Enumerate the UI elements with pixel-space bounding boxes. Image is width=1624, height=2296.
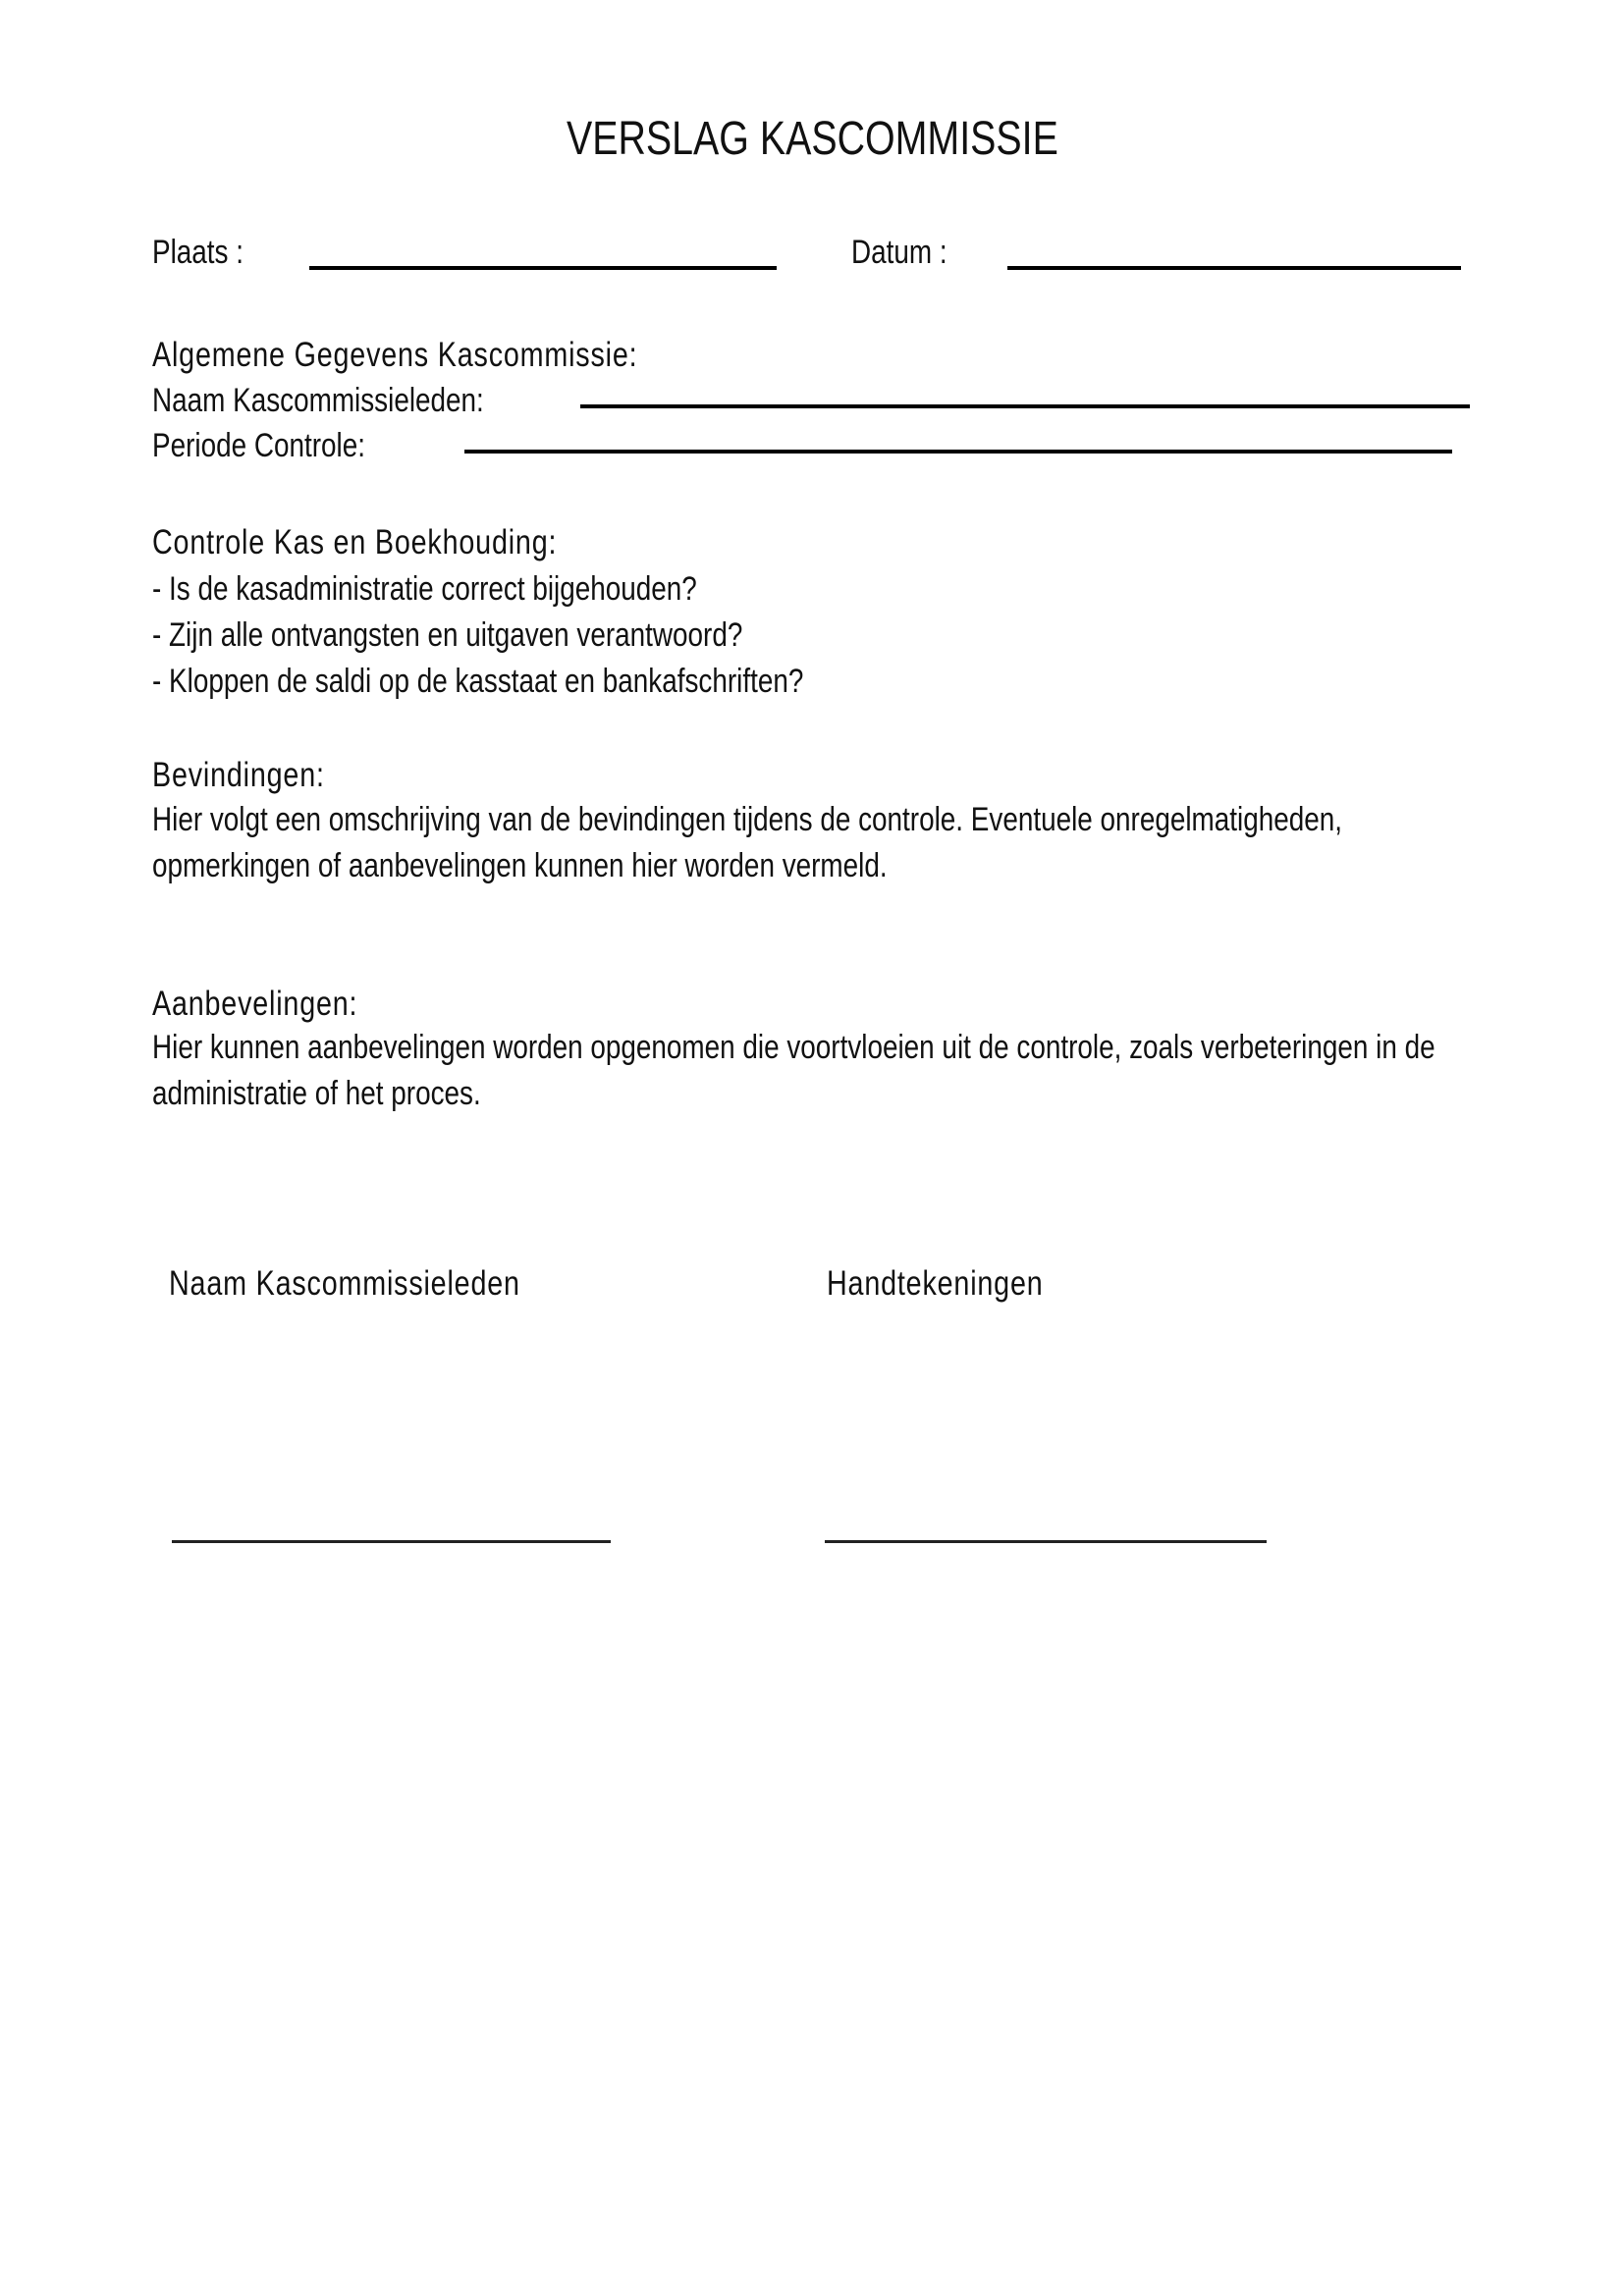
document-title: VERSLAG KASCOMMISSIE xyxy=(566,113,1058,165)
signature-handtekeningen-heading: Handtekeningen xyxy=(827,1264,1044,1303)
signature-line-right xyxy=(825,1540,1267,1543)
datum-label: Datum : xyxy=(851,234,947,271)
aanbevelingen-text-line-1: Hier kunnen aanbevelingen worden opgenomen die voortvloeien uit de controle, zoals verbeteringen in de xyxy=(152,1029,1435,1066)
aanbevelingen-text-line-2: administratie of het proces. xyxy=(152,1075,481,1112)
bevindingen-text-line-1: Hier volgt een omschrijving van de bevindingen tijdens de controle. Eventuele onregelmatigheden, xyxy=(152,801,1342,838)
signature-line-left xyxy=(172,1540,611,1543)
controle-heading: Controle Kas en Boekhouding: xyxy=(152,523,558,561)
aanbevelingen-heading: Aanbevelingen: xyxy=(152,985,358,1023)
controle-question-2: - Zijn alle ontvangsten en uitgaven verantwoord? xyxy=(152,616,743,654)
plaats-label: Plaats : xyxy=(152,234,244,271)
periode-fill-line xyxy=(464,450,1452,454)
controle-question-3: - Kloppen de saldi op de kasstaat en bankafschriften? xyxy=(152,663,804,700)
naam-kascommissieleden-label: Naam Kascommissieleden: xyxy=(152,382,484,419)
bevindingen-text-line-2: opmerkingen of aanbevelingen kunnen hier worden vermeld. xyxy=(152,847,888,884)
plaats-fill-line xyxy=(309,266,777,270)
bevindingen-heading: Bevindingen: xyxy=(152,756,325,794)
datum-fill-line xyxy=(1007,266,1461,270)
periode-controle-label: Periode Controle: xyxy=(152,427,365,464)
algemene-heading: Algemene Gegevens Kascommissie: xyxy=(152,336,638,374)
naam-fill-line xyxy=(580,404,1470,408)
signature-naam-heading: Naam Kascommissieleden xyxy=(169,1264,520,1303)
document-title-row xyxy=(0,114,1624,166)
controle-question-1: - Is de kasadministratie correct bijgehouden? xyxy=(152,570,697,608)
